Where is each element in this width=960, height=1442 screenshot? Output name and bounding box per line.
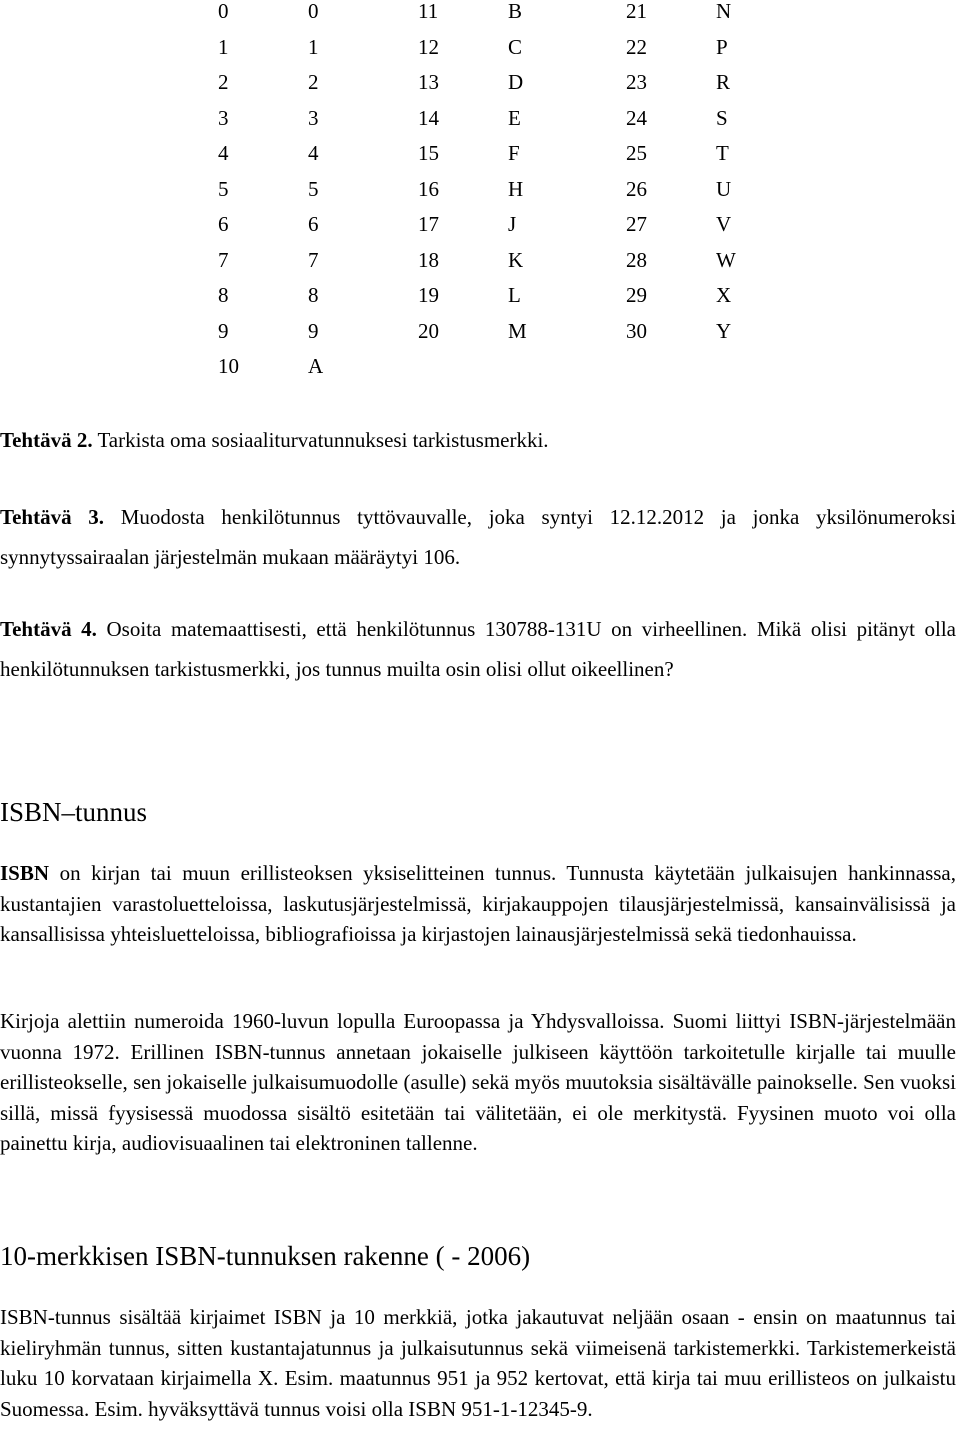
- table-cell: 10: [218, 354, 239, 378]
- task-3-text: Muodosta henkilötunnus tyttövauvalle, joka syntyi 12.12.2012 ja jonka yksilönumeroksi synnytyssairaalan järjestelmän mukaan määräytyi 106.: [0, 505, 957, 569]
- table-row: [218, 213, 758, 249]
- table-cell: 6: [218, 212, 229, 236]
- table-cell: 3: [218, 105, 229, 130]
- table-cell: T: [716, 141, 729, 165]
- table-cell: 12: [418, 34, 439, 59]
- table-cell: 14: [418, 105, 439, 130]
- table-cell: W: [716, 247, 736, 272]
- table-cell: 7: [218, 247, 229, 272]
- isbn-heading: ISBN–tunnus: [0, 797, 148, 827]
- table-cell: 21: [626, 0, 647, 23]
- table-cell: K: [508, 247, 524, 272]
- task-2: [0, 420, 956, 460]
- table-cell: 13: [418, 70, 439, 94]
- task-3-label: Tehtävä 3.: [0, 505, 105, 529]
- table-row: [218, 320, 758, 356]
- table-cell: 2: [308, 70, 319, 94]
- table-cell: 28: [626, 247, 647, 272]
- table-cell: Y: [716, 318, 732, 343]
- check-character-table: [218, 0, 758, 391]
- table-cell: 7: [308, 247, 319, 272]
- table-cell: 11: [418, 0, 439, 23]
- isbn-paragraph-1: [0, 858, 956, 950]
- table-cell: 9: [308, 318, 319, 343]
- isbn-term: ISBN: [0, 861, 50, 885]
- table-cell: 0: [218, 0, 229, 23]
- table-cell: 9: [218, 318, 229, 343]
- table-cell: 8: [308, 283, 319, 307]
- table-cell: X: [716, 283, 732, 307]
- task-4-text: Osoita matemaattisesti, että henkilötunnus 130788-131U on virheellinen. Mikä olisi pitänyt olla henkilötunnuksen tarkistusmerkki, jos tunnus muilta osin olisi ollut oikeellinen?: [0, 617, 956, 681]
- table-row: [218, 142, 758, 178]
- isbn-paragraph-1-text: on kirjan tai muun erillisteoksen yksiselitteinen tunnus. Tunnusta käytetään julkaisujen hankinnassa, kustantajien varastoluetteloissa, laskutusjärjestelmissä, kirjakauppojen tilausjärjestelmissä, kansainvälisissä ja kansallisissa yhteisluetteloissa, bibliografioissa ja kirjastojen lainausjärjestelmissä sekä tiedonhauissa.: [0, 861, 956, 946]
- table-row: [218, 178, 758, 214]
- table-cell: 8: [218, 283, 229, 307]
- table-cell: F: [508, 141, 520, 165]
- table-cell: 17: [418, 212, 439, 236]
- table-row: [218, 71, 758, 107]
- table-cell: 29: [626, 283, 647, 307]
- table-cell: 18: [418, 247, 439, 272]
- table-row: [218, 355, 758, 391]
- table-cell: 23: [626, 70, 647, 94]
- table-row: [218, 107, 758, 143]
- table-row: [218, 36, 758, 72]
- table-cell: 3: [308, 105, 319, 130]
- table-cell: S: [716, 105, 728, 130]
- isbn-paragraph-2: Kirjoja alettiin numeroida 1960-luvun lopulla Euroopassa ja Yhdysvalloissa. Suomi liittyi ISBN-järjestelmään vuonna 1972. Erillinen ISBN-tunnus annetaan jokaiselle julkiseen käyttöön tarkoitetulle kirjalle tai muulle erillisteokselle, sen jokaiselle julkaisumuodolle (asulle) sekä myös muutoksia sisältävälle painokselle. Sen vuoksi sillä, missä fyysisessä muodossa sisältö esitetään tai välitetään, ei ole merkitystä. Fyysinen muoto voi olla painettu kirja, audiovisuaalinen tai elektroninen tallenne.: [0, 1009, 956, 1155]
- table-cell: D: [508, 70, 524, 94]
- isbn-structure-heading: 10-merkkisen ISBN-tunnuksen rakenne ( - 2006): [0, 1241, 531, 1271]
- table-cell: J: [508, 212, 517, 236]
- table-cell: R: [716, 70, 731, 94]
- table-cell: 27: [626, 212, 647, 236]
- table-cell: 4: [308, 141, 319, 165]
- task-3: [0, 497, 956, 577]
- table-cell: 16: [418, 176, 439, 201]
- isbn-structure-paragraph: ISBN-tunnus sisältää kirjaimet ISBN ja 10 merkkiä, jotka jakautuvat neljään osaan - ensin on maatunnus tai kieliryhmän tunnus, sitten kustantajatunnus ja julkaisutunnus sekä viimeisenä tarkistemerkki. Tarkistemerkeistä luku 10 korvataan kirjaimella X. Esim. maatunnus 951 ja 952 kertovat, että kirja tai muu erillisteos on julkaistu Suomessa. Esim. hyväksyttävä tunnus voisi olla ISBN 951-1-12345-9.: [0, 1305, 956, 1421]
- table-cell: V: [716, 212, 732, 236]
- table-cell: B: [508, 0, 523, 23]
- table-cell: 15: [418, 141, 439, 165]
- table-row: [218, 284, 758, 320]
- task-4-label: Tehtävä 4.: [0, 617, 97, 641]
- table-cell: 4: [218, 141, 229, 165]
- table-cell: 1: [218, 34, 229, 59]
- table-cell: P: [716, 34, 728, 59]
- table-row: [218, 0, 758, 36]
- task-4: [0, 609, 956, 689]
- table-cell: 26: [626, 176, 647, 201]
- table-cell: M: [508, 318, 527, 343]
- table-cell: 24: [626, 105, 647, 130]
- table-cell: N: [716, 0, 732, 23]
- table-cell: 5: [308, 176, 319, 201]
- table-cell: A: [308, 354, 324, 378]
- table-cell: H: [508, 176, 524, 201]
- table-cell: C: [508, 34, 523, 59]
- table-cell: 6: [308, 212, 319, 236]
- table-cell: 5: [218, 176, 229, 201]
- table-cell: 2: [218, 70, 229, 94]
- table-cell: 30: [626, 318, 647, 343]
- table-cell: L: [508, 283, 521, 307]
- table-cell: 19: [418, 283, 439, 307]
- task-2-label: Tehtävä 2.: [0, 428, 93, 452]
- table-cell: E: [508, 105, 521, 130]
- table-cell: 20: [418, 318, 439, 343]
- table-cell: U: [716, 176, 732, 201]
- table-cell: 22: [626, 34, 647, 59]
- table-cell: 0: [308, 0, 319, 23]
- table-cell: 1: [308, 34, 319, 59]
- task-2-text: Tarkista oma sosiaaliturvatunnuksesi tarkistusmerkki.: [92, 428, 549, 452]
- table-row: [218, 249, 758, 285]
- table-cell: 25: [626, 141, 647, 165]
